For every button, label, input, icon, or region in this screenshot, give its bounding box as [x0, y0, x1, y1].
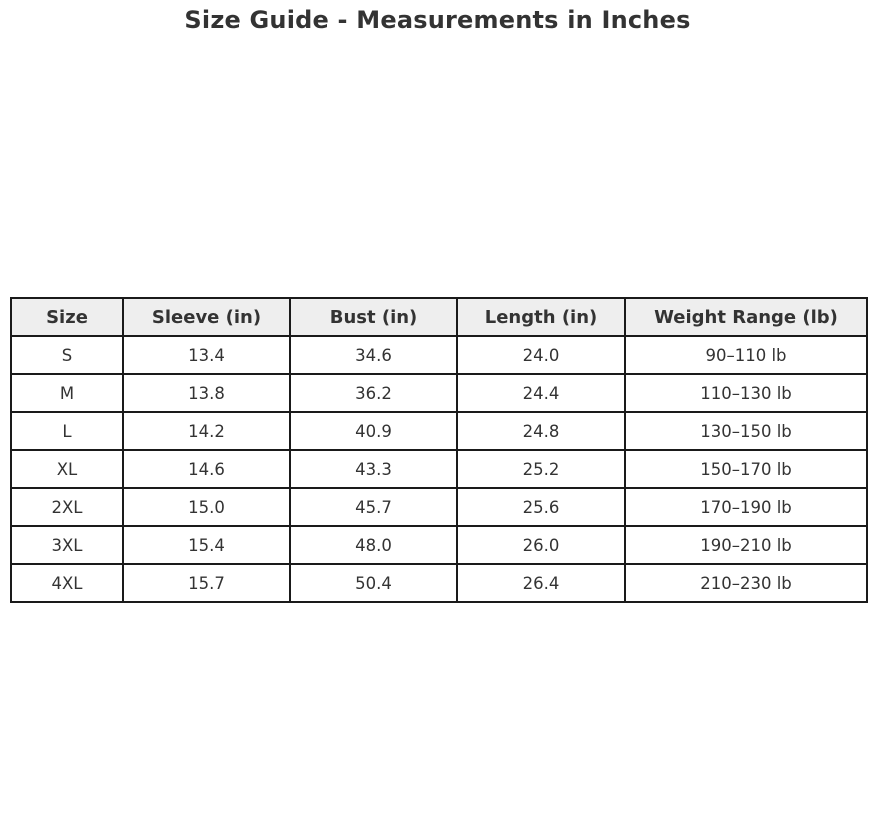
page-title: Size Guide - Measurements in Inches: [184, 6, 691, 34]
cell-size: 4XL: [11, 564, 123, 602]
table-row-l: [11, 412, 867, 450]
column-header-size: Size: [11, 298, 123, 336]
cell-length: 26.0: [457, 526, 625, 564]
cell-sleeve: 15.4: [123, 526, 290, 564]
cell-size: M: [11, 374, 123, 412]
cell-sleeve: 15.0: [123, 488, 290, 526]
cell-size: 2XL: [11, 488, 123, 526]
cell-weight: 150–170 lb: [625, 450, 867, 488]
size-guide-table: [10, 297, 868, 603]
cell-weight: 210–230 lb: [625, 564, 867, 602]
table-row-3xl: [11, 526, 867, 564]
cell-bust: 36.2: [290, 374, 457, 412]
cell-weight: 90–110 lb: [625, 336, 867, 374]
cell-weight: 190–210 lb: [625, 526, 867, 564]
table-row-4xl: [11, 564, 867, 602]
cell-weight: 130–150 lb: [625, 412, 867, 450]
cell-sleeve: 15.7: [123, 564, 290, 602]
cell-bust: 34.6: [290, 336, 457, 374]
cell-bust: 40.9: [290, 412, 457, 450]
cell-size: XL: [11, 450, 123, 488]
cell-sleeve: 13.4: [123, 336, 290, 374]
cell-weight: 110–130 lb: [625, 374, 867, 412]
cell-sleeve: 14.2: [123, 412, 290, 450]
cell-size: S: [11, 336, 123, 374]
cell-length: 26.4: [457, 564, 625, 602]
column-header-length: Length (in): [457, 298, 625, 336]
cell-length: 24.4: [457, 374, 625, 412]
column-header-weight: Weight Range (lb): [625, 298, 867, 336]
table-row-s: [11, 336, 867, 374]
table-body: [11, 336, 867, 602]
cell-length: 25.6: [457, 488, 625, 526]
table-row-2xl: [11, 488, 867, 526]
table-row-m: [11, 374, 867, 412]
cell-size: L: [11, 412, 123, 450]
header-row: [11, 298, 867, 336]
cell-sleeve: 13.8: [123, 374, 290, 412]
column-header-sleeve: Sleeve (in): [123, 298, 290, 336]
cell-bust: 45.7: [290, 488, 457, 526]
column-header-bust: Bust (in): [290, 298, 457, 336]
cell-length: 24.8: [457, 412, 625, 450]
table-row-xl: [11, 450, 867, 488]
cell-size: 3XL: [11, 526, 123, 564]
cell-bust: 43.3: [290, 450, 457, 488]
cell-length: 25.2: [457, 450, 625, 488]
cell-sleeve: 14.6: [123, 450, 290, 488]
cell-bust: 48.0: [290, 526, 457, 564]
cell-weight: 170–190 lb: [625, 488, 867, 526]
cell-length: 24.0: [457, 336, 625, 374]
cell-bust: 50.4: [290, 564, 457, 602]
table-header: [11, 298, 867, 336]
